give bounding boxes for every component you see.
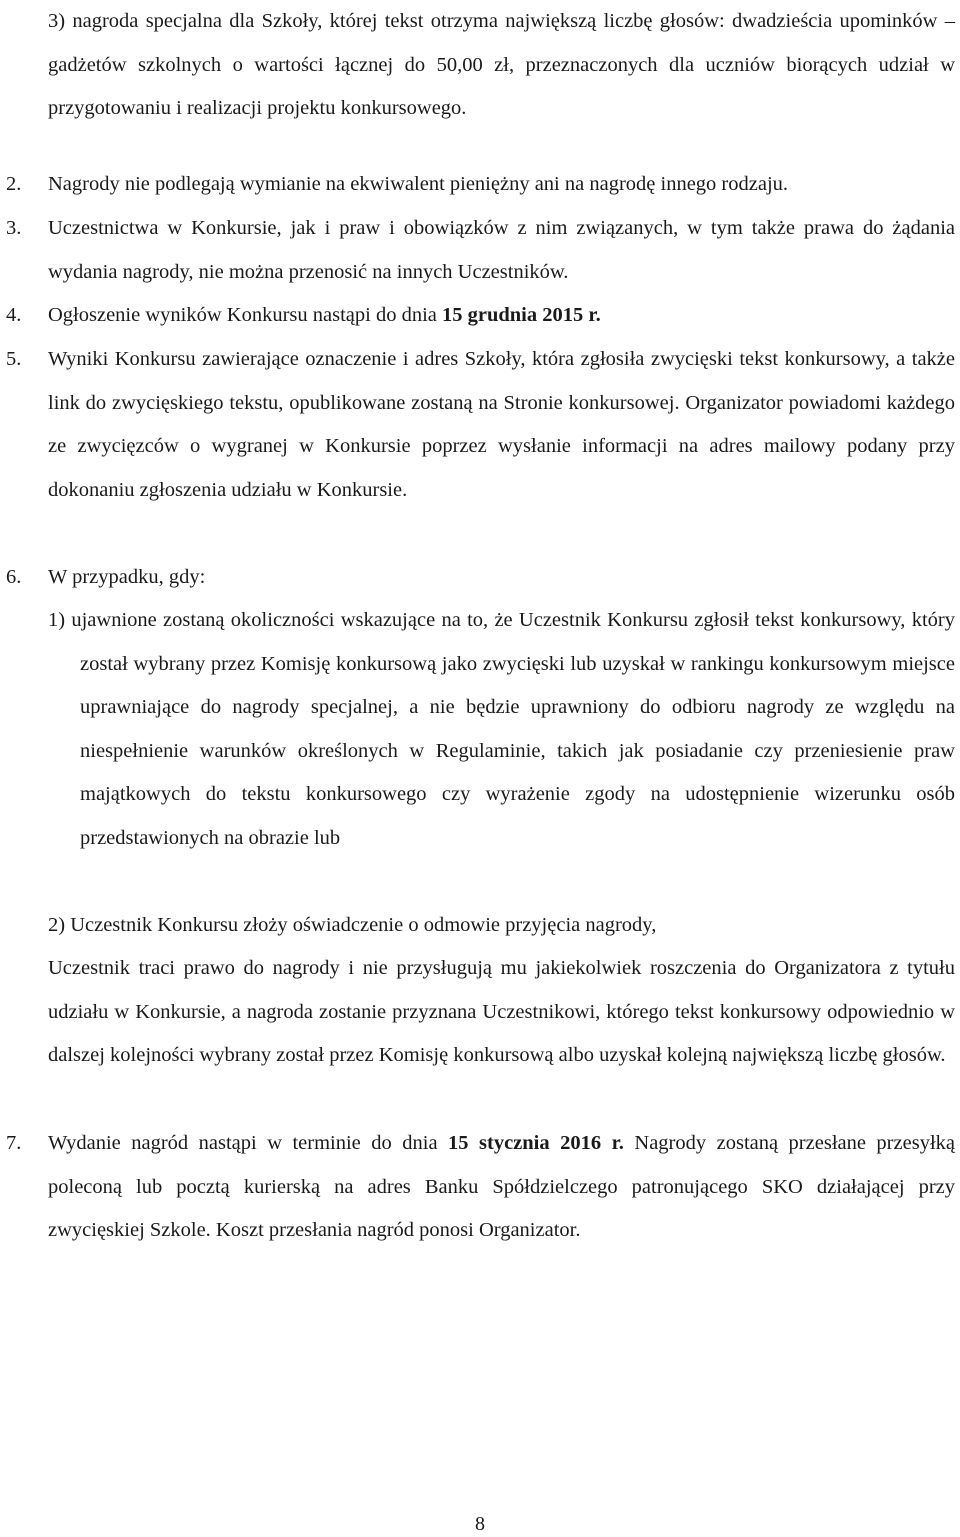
paragraph-7 [48,1122,955,1253]
paragraph-3: Uczestnictwa w Konkursie, jak i praw i obowiązków z nim związanych, w tym także prawa do żądania wydania nagrody, nie można przenosić na innych Uczestników. [48,217,955,283]
item-number-5: 5. [6,348,22,370]
item-number-6: 6. [6,566,22,588]
item-number-3: 3. [6,217,22,239]
paragraph-5: Wyniki Konkursu zawierające oznaczenie i adres Szkoły, która zgłosiła zwycięski tekst konkursowy, a także link do zwycięskiego tekstu, opublikowane zostaną na Stronie konkursowej. Organizator powiadomi każdego ze zwycięzców o wygranej w Konkursie poprzez wysłanie informacji na adres mailowy podany przy dokonaniu zgłoszenia udziału w Konkursie. [48,348,955,501]
subitem-6-1 [48,599,955,861]
paragraph-6: W przypadku, gdy: [48,566,206,588]
paragraph-6-conclusion: Uczestnik traci prawo do nagrody i nie przysługują mu jakiekolwiek roszczenia do Organizatora z tytułu udziału w Konkursie, a nagroda zostanie przyznana Uczestnikowi, którego tekst konkursowy odpowiednio w dalszej kolejności wybrany został przez Komisję konkursową albo uzyskał kolejną największą liczbę głosów. [48,957,955,1067]
results-date: 15 grudnia 2015 r. [442,304,601,326]
page-number: 8 [475,1513,485,1535]
paragraph-7-text: Wydanie nagród nastąpi w terminie do dnia [48,1132,449,1154]
subitem-6-1-text: 1) ujawnione zostaną okoliczności wskazujące na to, że Uczestnik Konkursu zgłosił tekst konkursowy, który został wybrany przez Komisję konkursową jako zwycięski lub uzyskał w rankingu konkursowym miejsce uprawniające do nagrody specjalnej, a nie będzie uprawniony do odbioru nagrody ze względu na niespełnienie warunków określonych w Regulaminie, takich jak posiadanie czy przeniesienie praw majątkowych do tekstu konkursowego czy wyrażenie zgody na udostępnienie wizerunku osób przedstawionych na obrazie lub [48,609,955,849]
prize-item-3: 3) nagroda specjalna dla Szkoły, której tekst otrzyma największą liczbę głosów: dwadzieścia upominków – gadżetów szkolnych o wartości łącznej do 50,00 zł, przeznaczonych dla uczniów biorących udział w przygotowaniu i realizacji projektu konkursowego. [48,10,955,120]
paragraph-7-rest: Nagrody zostaną przesłane przesyłką poleconą lub pocztą kurierską na adres Banku Spółdzielczego patronującego SKO działającej przy zwycięskiej Szkole. Koszt przesłania nagród ponosi Organizator. [48,1132,955,1242]
paragraph-4-text: Ogłoszenie wyników Konkursu nastąpi do dnia [48,304,442,326]
item-number-2: 2. [6,173,22,195]
item-number-7: 7. [6,1132,22,1154]
paragraph-2: Nagrody nie podlegają wymianie na ekwiwalent pieniężny ani na nagrodę innego rodzaju. [48,173,789,195]
delivery-date: 15 stycznia 2016 r. [448,1132,624,1154]
subitem-6-2: 2) Uczestnik Konkursu złoży oświadczenie o odmowie przyjęcia nagrody, [48,914,657,936]
paragraph-4 [48,294,955,338]
item-number-4: 4. [6,304,22,326]
